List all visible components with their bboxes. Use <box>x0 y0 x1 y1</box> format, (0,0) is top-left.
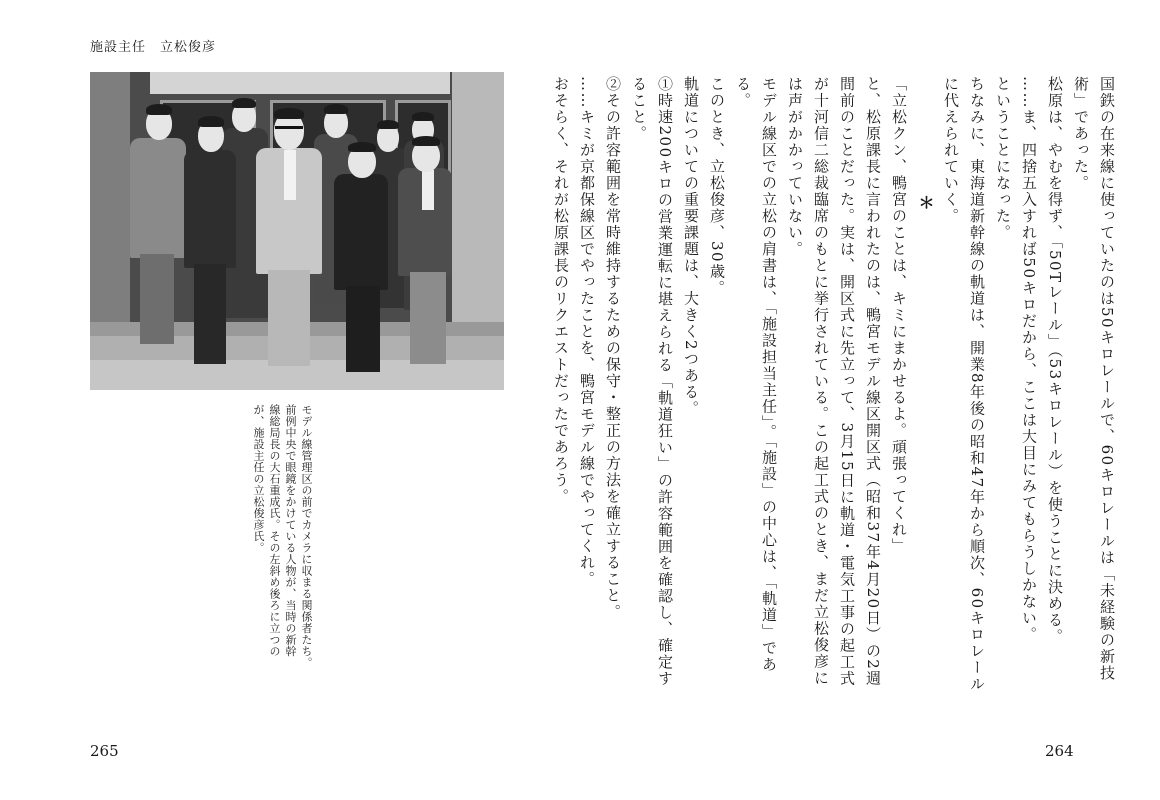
paragraph: 軌道についての重要課題は、大きく2つある。 <box>682 76 700 418</box>
page-number-right: 264 <box>1045 742 1074 760</box>
paragraph: 「立松クン、鴨宮のことは、キミにまかせるよ。頑張ってくれ」 <box>890 76 908 555</box>
photo-caption <box>250 404 314 704</box>
paragraph: ……ま、四捨五入すれば50キロだから、ここは大目にみてもらうしかない。 <box>1020 76 1038 643</box>
paragraph: ちなみに、東海道新幹線の軌道は、開業8年後の昭和47年から順次、60キロレールに代えられていく。 <box>942 76 986 693</box>
paragraph: ①時速200キロの営業運転に堪えられる「軌道狂い」の許容範囲を確認し、確定すること。 <box>630 76 674 687</box>
caption-line: 前例中央で眼鏡をかけている人物が、当時の新幹 <box>284 404 297 657</box>
paragraph: このとき、立松俊彦、30歳。 <box>708 76 726 297</box>
right-page <box>552 0 1160 800</box>
paragraph: ②その許容範囲を常時維持するための保守・整正の方法を確立すること。 <box>604 76 622 621</box>
paragraph: 国鉄の在来線に使っていたのは50キロレールで、60キロレールは「未経験の新技術」であった。 <box>1072 76 1116 682</box>
caption-line: が、施設主任の立松俊彦氏。 <box>252 404 265 554</box>
body-text <box>552 76 1120 698</box>
page-number-left: 265 <box>90 742 119 760</box>
section-break-asterisk: ＊ <box>916 194 935 212</box>
caption-line: モデル線管理区の前でカメラに収まる関係者たち。 <box>300 404 313 669</box>
paragraph: おそらく、それが松原課長のリクエストだったであろう。 <box>552 76 570 505</box>
paragraph: ……キミが京都保線区でやったことを、鴨宮モデル線でやってくれ。 <box>578 76 596 588</box>
paragraph: と、松原課長に言われたのは、鴨宮モデル線区開区式（昭和37年4月20日）の2週間前のことだった。実は、開区式に先立って、3月15日に軌道・電気工事の起工式が十河信二総裁臨席のもとに挙行されている。この起工式のとき、まだ立松俊彦には声がかかっていない。 <box>786 76 882 687</box>
paragraph: ということになった。 <box>994 76 1012 241</box>
paragraph: モデル線区での立松の肩書は、「施設担当主任」。「施設」の中心は、「軌道」である。 <box>734 76 778 673</box>
paragraph: 松原は、やむを得ず、「50Tレール」（53キロレール）を使うことに決める。 <box>1046 76 1064 645</box>
caption-line: 線総局長の大石重成氏。その左斜め後ろに立つの <box>268 404 281 657</box>
running-head: 施設主任 立松俊彦 <box>90 40 217 55</box>
group-photograph <box>90 72 504 390</box>
